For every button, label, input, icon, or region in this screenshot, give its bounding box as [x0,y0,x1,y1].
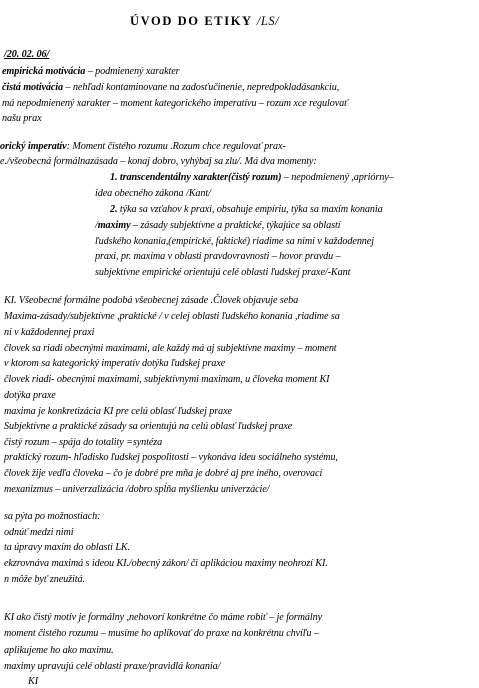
text-line [95,236,374,248]
text-segment: ľudského konania,(empirické, faktické) riadime sa nimi v každodennej [95,236,374,247]
text-line [4,406,232,418]
text-line [2,82,339,94]
text-line [4,542,130,554]
text-line [4,661,220,673]
text-line [4,343,337,355]
text-segment: má nepodmienený xarakter – moment kategorického imperatívu – rozum xce regulovať [2,98,348,109]
text-segment: / [95,220,98,231]
text-segment: maximy upravujú celé oblasti praxe/pravidlá konania/ [4,661,221,672]
text-segment: človek riadi- obecnými maximami, subjektívnymi maximam, u človeka moment KI [4,374,330,385]
text-segment: ta úpravy maxím do oblasti LK. [4,542,131,553]
text-line [2,66,180,78]
bold-term: čistá motivácia [2,82,64,93]
text-line [4,628,319,640]
bold-term: maximy [97,220,131,231]
text-line [4,645,114,657]
text-segment: praktický rozum- hľadisko ľudskej pospolitosti – vykonáva ideu sociálneho systému, [4,452,338,463]
text-line [4,421,292,433]
text-line [4,574,85,586]
text-segment: aplikujeme ho ako maximu. [4,645,114,656]
text-line [4,468,322,480]
text-line [4,327,94,339]
text-line [4,511,100,523]
text-line [95,251,341,263]
text-segment: – nepodmienený ,apriórny– [281,172,394,183]
text-segment: človek sa riadi obecnými maximami, ale každý má aj subjektívne maximy – moment [4,343,337,354]
text-segment: človek žije vedľa človeka – čo je dobré pre mňa je dobré aj pre iného, overovací [4,468,323,479]
text-segment: ni v každodennej praxi [4,327,95,338]
text-segment: : Moment čistého rozumu .Rozum chce regulovať prax- [66,141,286,152]
title-main: ÚVOD DO ETIKY [130,14,253,28]
text-segment: našu prax [2,113,42,124]
text-line [4,437,162,449]
text-segment: týka sa vzťahov k praxi, obsahuje empíriu, týka sa maxím konania [117,204,383,215]
text-segment: ekzrovnáva maximá s ideou KI./obecný zákon/ či aplikáciou maximy neohrozí KI. [4,558,328,569]
text-segment: v ktorom sa kategorický imperatív dotýka ľudskej praxe [4,358,226,369]
text-line [4,558,328,570]
text-line [110,204,383,216]
text-segment: n môže byť zneužitá. [4,574,85,585]
text-line [0,141,286,153]
text-line [95,220,340,232]
text-line [0,156,317,168]
text-segment: Maxima-zásady/subjektívne ,praktické / v celej oblasti ľudského konania ,riadime sa [4,311,340,322]
title-suffix: /LS/ [256,14,280,28]
bold-term: 2. [110,204,118,215]
document-title [130,14,279,29]
text-segment: Subjektívne a praktické zásady sa orientujú na celú oblasť ľudskej praxe [4,421,293,432]
text-segment: mexanizmus – univerzalizácia /dobro spĺňa myšlienku univerzácie/ [4,484,270,495]
text-line [95,267,350,279]
text-segment: dotýka praxe [4,390,56,401]
text-line [4,484,269,496]
text-line [110,172,394,184]
lecture-date: /20. 02. 06/ [4,49,50,60]
text-segment: subjektívne empirické orientujú celé oblasti ľudskej praxe/-Kant [95,267,351,278]
text-segment: praxi, pr. maxima v oblasti pravdovravnosti – hovor pravdu – [95,251,341,262]
text-segment: sa pýta po možnostiach: [4,511,101,522]
text-segment: KI ako čistý motív je formálny ,nehovorí konkrétne čo máme robiť – je formálny [4,612,323,623]
text-segment: KI [28,676,38,687]
text-segment: maxima je konkretizácia KI pre celú oblasť ľudskej praxe [4,406,232,417]
text-segment: čistý rozum – spája do totality =syntéza [4,437,163,448]
text-line [28,676,38,688]
text-segment: KI. Všeobecné formálne podobá všeobecnej zásade .Človek objavuje seba [4,295,299,306]
text-segment: e./všeobecná formálnazásada – konaj dobro, vyhýbaj sa zlu/. Má dva momenty: [0,156,317,167]
text-segment: – nehľadí kontaminovane na zadosťučinenie, nepredpokladásankciu, [63,82,340,93]
bold-term: empirická motivácia [2,66,86,77]
text-line [4,295,298,307]
text-segment: idea obecného zákona /Kant/ [95,188,211,199]
text-line [2,113,42,125]
text-line [95,188,211,200]
bold-term: orický imperatív [0,141,67,152]
text-line [4,311,340,323]
bold-term: 1. transcendentálny xarakter(čistý rozum) [110,172,282,183]
text-line [4,374,329,386]
text-line [4,390,56,402]
text-line [4,358,225,370]
text-segment: – zásady subjektívne a praktické, týkajúce sa oblastí [130,220,341,231]
text-line [2,98,348,110]
text-line [4,527,73,539]
text-line [4,452,338,464]
text-line [4,612,322,624]
text-segment: moment čistého rozumu – musíme ho aplikovať do praxe na konkrétnu chvíľu – [4,628,319,639]
text-segment: odnúť medzi nimi [4,527,74,538]
text-segment: – podmienený xarakter [85,66,180,77]
